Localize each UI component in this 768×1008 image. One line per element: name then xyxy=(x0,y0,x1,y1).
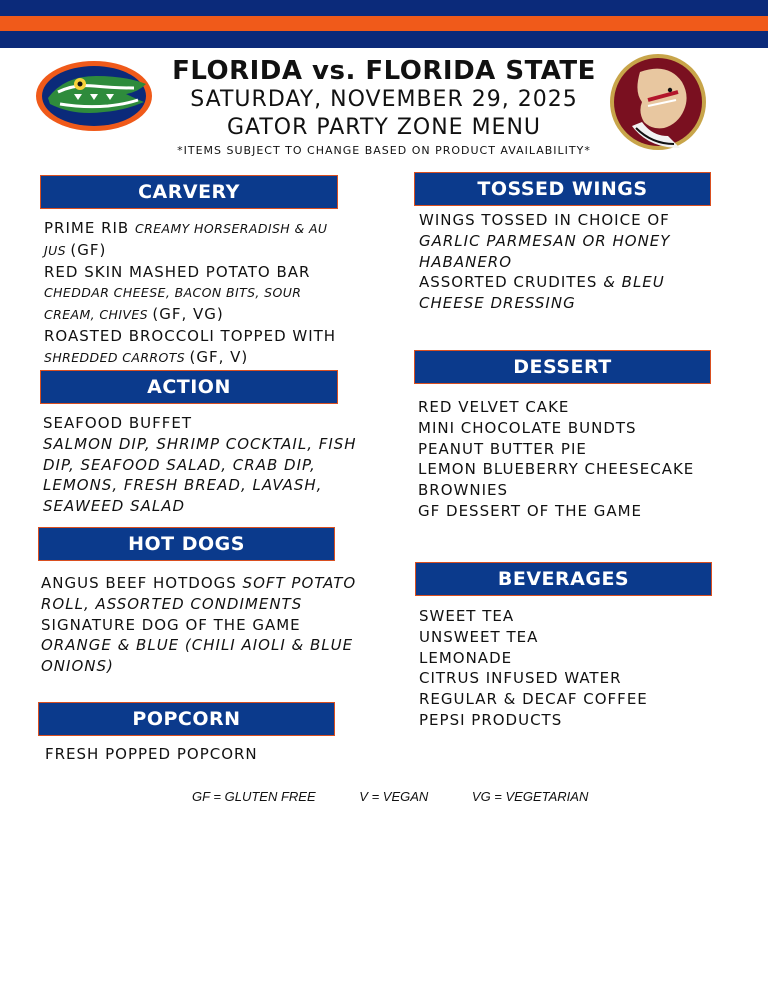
menu-item-line xyxy=(419,272,670,293)
orange-stripe xyxy=(0,16,768,31)
item-text: RED VELVET CAKE xyxy=(418,398,570,416)
item-text: FRESH POPPED POPCORN xyxy=(45,745,258,763)
matchup-title: FLORIDA vs. FLORIDA STATE xyxy=(172,56,596,86)
section-header-dessert: DESSERT xyxy=(414,350,711,384)
item-text: WINGS TOSSED IN CHOICE OF xyxy=(419,211,670,229)
menu-item-line xyxy=(44,262,336,283)
section-header-carvery: CARVERY xyxy=(40,175,338,209)
section-items-tossed-wings xyxy=(419,210,670,314)
menu-item-line xyxy=(41,615,356,636)
section-header-beverages: BEVERAGES xyxy=(415,562,712,596)
item-description: & BLEU xyxy=(603,273,665,292)
item-text: LEMONADE xyxy=(419,648,513,667)
legend-gluten-free: GF = GLUTEN FREE xyxy=(192,789,316,804)
item-text: CITRUS INFUSED WATER xyxy=(419,669,622,688)
menu-item-line xyxy=(419,252,670,273)
item-description: SALMON DIP, SHRIMP COCKTAIL, FISH xyxy=(43,434,357,453)
item-description: ORANGE & BLUE (CHILI AIOLI & BLUE xyxy=(41,636,354,655)
menu-item-line xyxy=(419,293,670,314)
item-text: ANGUS BEEF HOTDOGS xyxy=(41,574,243,592)
legend-vegan: V = VEGAN xyxy=(359,789,429,804)
item-text: PEANUT BUTTER PIE xyxy=(418,439,587,458)
item-description: JUS xyxy=(44,242,71,258)
diet-legend xyxy=(192,789,628,804)
item-text: (GF, V) xyxy=(189,347,249,366)
item-text: (GF, VG) xyxy=(152,305,224,324)
menu-item-line xyxy=(44,218,336,240)
item-description: DIP, SEAFOOD SALAD, CRAB DIP, xyxy=(43,455,316,474)
menu-item-line xyxy=(418,439,694,460)
menu-item-line xyxy=(418,418,694,439)
section-items-beverages xyxy=(419,606,648,731)
menu-name: GATOR PARTY ZONE MENU xyxy=(226,115,542,140)
menu-item-line xyxy=(43,413,357,434)
item-text: ROASTED BROCCOLI TOPPED WITH xyxy=(44,326,337,345)
menu-item-line xyxy=(419,231,670,252)
item-description: GARLIC PARMESAN OR HONEY xyxy=(419,231,671,250)
menu-item-line xyxy=(418,397,694,418)
item-text: UNSWEET TEA xyxy=(419,627,539,646)
item-description: ONIONS) xyxy=(41,657,114,676)
menu-item-line xyxy=(41,594,356,615)
menu-item-line xyxy=(418,501,694,522)
menu-item-line xyxy=(419,627,648,648)
item-text: GF DESSERT OF THE GAME xyxy=(418,501,643,520)
menu-item-line xyxy=(44,304,336,326)
section-items-hot-dogs xyxy=(41,573,356,677)
item-description: CREAMY HORSERADISH & AU xyxy=(134,221,328,236)
item-text: LEMON BLUEBERRY CHEESECAKE xyxy=(418,460,695,479)
item-text: SIGNATURE DOG OF THE GAME xyxy=(41,615,301,634)
menu-item-line xyxy=(41,656,356,677)
section-items-dessert xyxy=(418,397,694,522)
menu-item-line xyxy=(418,459,694,480)
item-text: SWEET TEA xyxy=(419,607,515,625)
section-items-carvery xyxy=(44,218,336,369)
section-header-popcorn: POPCORN xyxy=(38,702,335,736)
menu-item-line xyxy=(41,635,356,656)
item-text: MINI CHOCOLATE BUNDTS xyxy=(418,418,637,437)
bottom-navy-stripe xyxy=(0,31,768,48)
menu-item-line xyxy=(45,744,258,765)
top-navy-stripe xyxy=(0,0,768,16)
item-description: ROLL, ASSORTED CONDIMENTS xyxy=(41,594,303,613)
event-date: SATURDAY, NOVEMBER 29, 2025 xyxy=(190,87,578,112)
menu-header xyxy=(0,56,768,158)
item-description: SEAWEED SALAD xyxy=(43,497,186,516)
section-header-tossed-wings: TOSSED WINGS xyxy=(414,172,711,206)
item-text: BROWNIES xyxy=(418,481,508,500)
item-text: SEAFOOD BUFFET xyxy=(43,414,192,432)
item-text: ASSORTED CRUDITES xyxy=(419,273,604,292)
item-description: HABANERO xyxy=(419,252,513,271)
menu-item-line xyxy=(419,710,648,731)
item-description: SHREDDED CARROTS xyxy=(44,349,190,365)
menu-item-line xyxy=(44,326,336,347)
item-text: REGULAR & DECAF COFFEE xyxy=(419,690,648,709)
menu-item-line xyxy=(419,210,670,231)
menu-item-line xyxy=(43,455,357,476)
menu-item-line xyxy=(41,573,356,594)
menu-item-line xyxy=(43,496,357,517)
item-description: SOFT POTATO xyxy=(242,574,357,592)
menu-item-line xyxy=(44,240,336,262)
item-description: CREAM, CHIVES xyxy=(44,307,153,323)
menu-item-line xyxy=(43,434,357,455)
availability-note: *ITEMS SUBJECT TO CHANGE BASED ON PRODUCT AVAILABILITY* xyxy=(177,144,591,157)
item-text: (GF) xyxy=(70,240,107,259)
menu-item-line xyxy=(44,347,336,369)
legend-vegetarian: VG = VEGETARIAN xyxy=(471,789,589,804)
section-header-action: ACTION xyxy=(40,370,338,404)
item-text: PEPSI PRODUCTS xyxy=(419,710,563,729)
menu-item-line xyxy=(419,606,648,627)
menu-item-line xyxy=(419,668,648,689)
item-description: LEMONS, FRESH BREAD, LAVASH, xyxy=(43,476,323,495)
section-items-action xyxy=(43,413,357,517)
item-text: PRIME RIB xyxy=(44,219,135,237)
menu-item-line xyxy=(44,282,336,304)
item-text: RED SKIN MASHED POTATO BAR xyxy=(44,262,311,281)
section-items-popcorn xyxy=(45,744,258,765)
item-description: CHEESE DRESSING xyxy=(419,294,576,313)
menu-item-line xyxy=(43,475,357,496)
item-description: CHEDDAR CHEESE, BACON BITS, SOUR xyxy=(44,285,302,301)
menu-item-line xyxy=(419,689,648,710)
section-header-hot-dogs: HOT DOGS xyxy=(38,527,335,561)
menu-item-line xyxy=(419,648,648,669)
menu-item-line xyxy=(418,480,694,501)
